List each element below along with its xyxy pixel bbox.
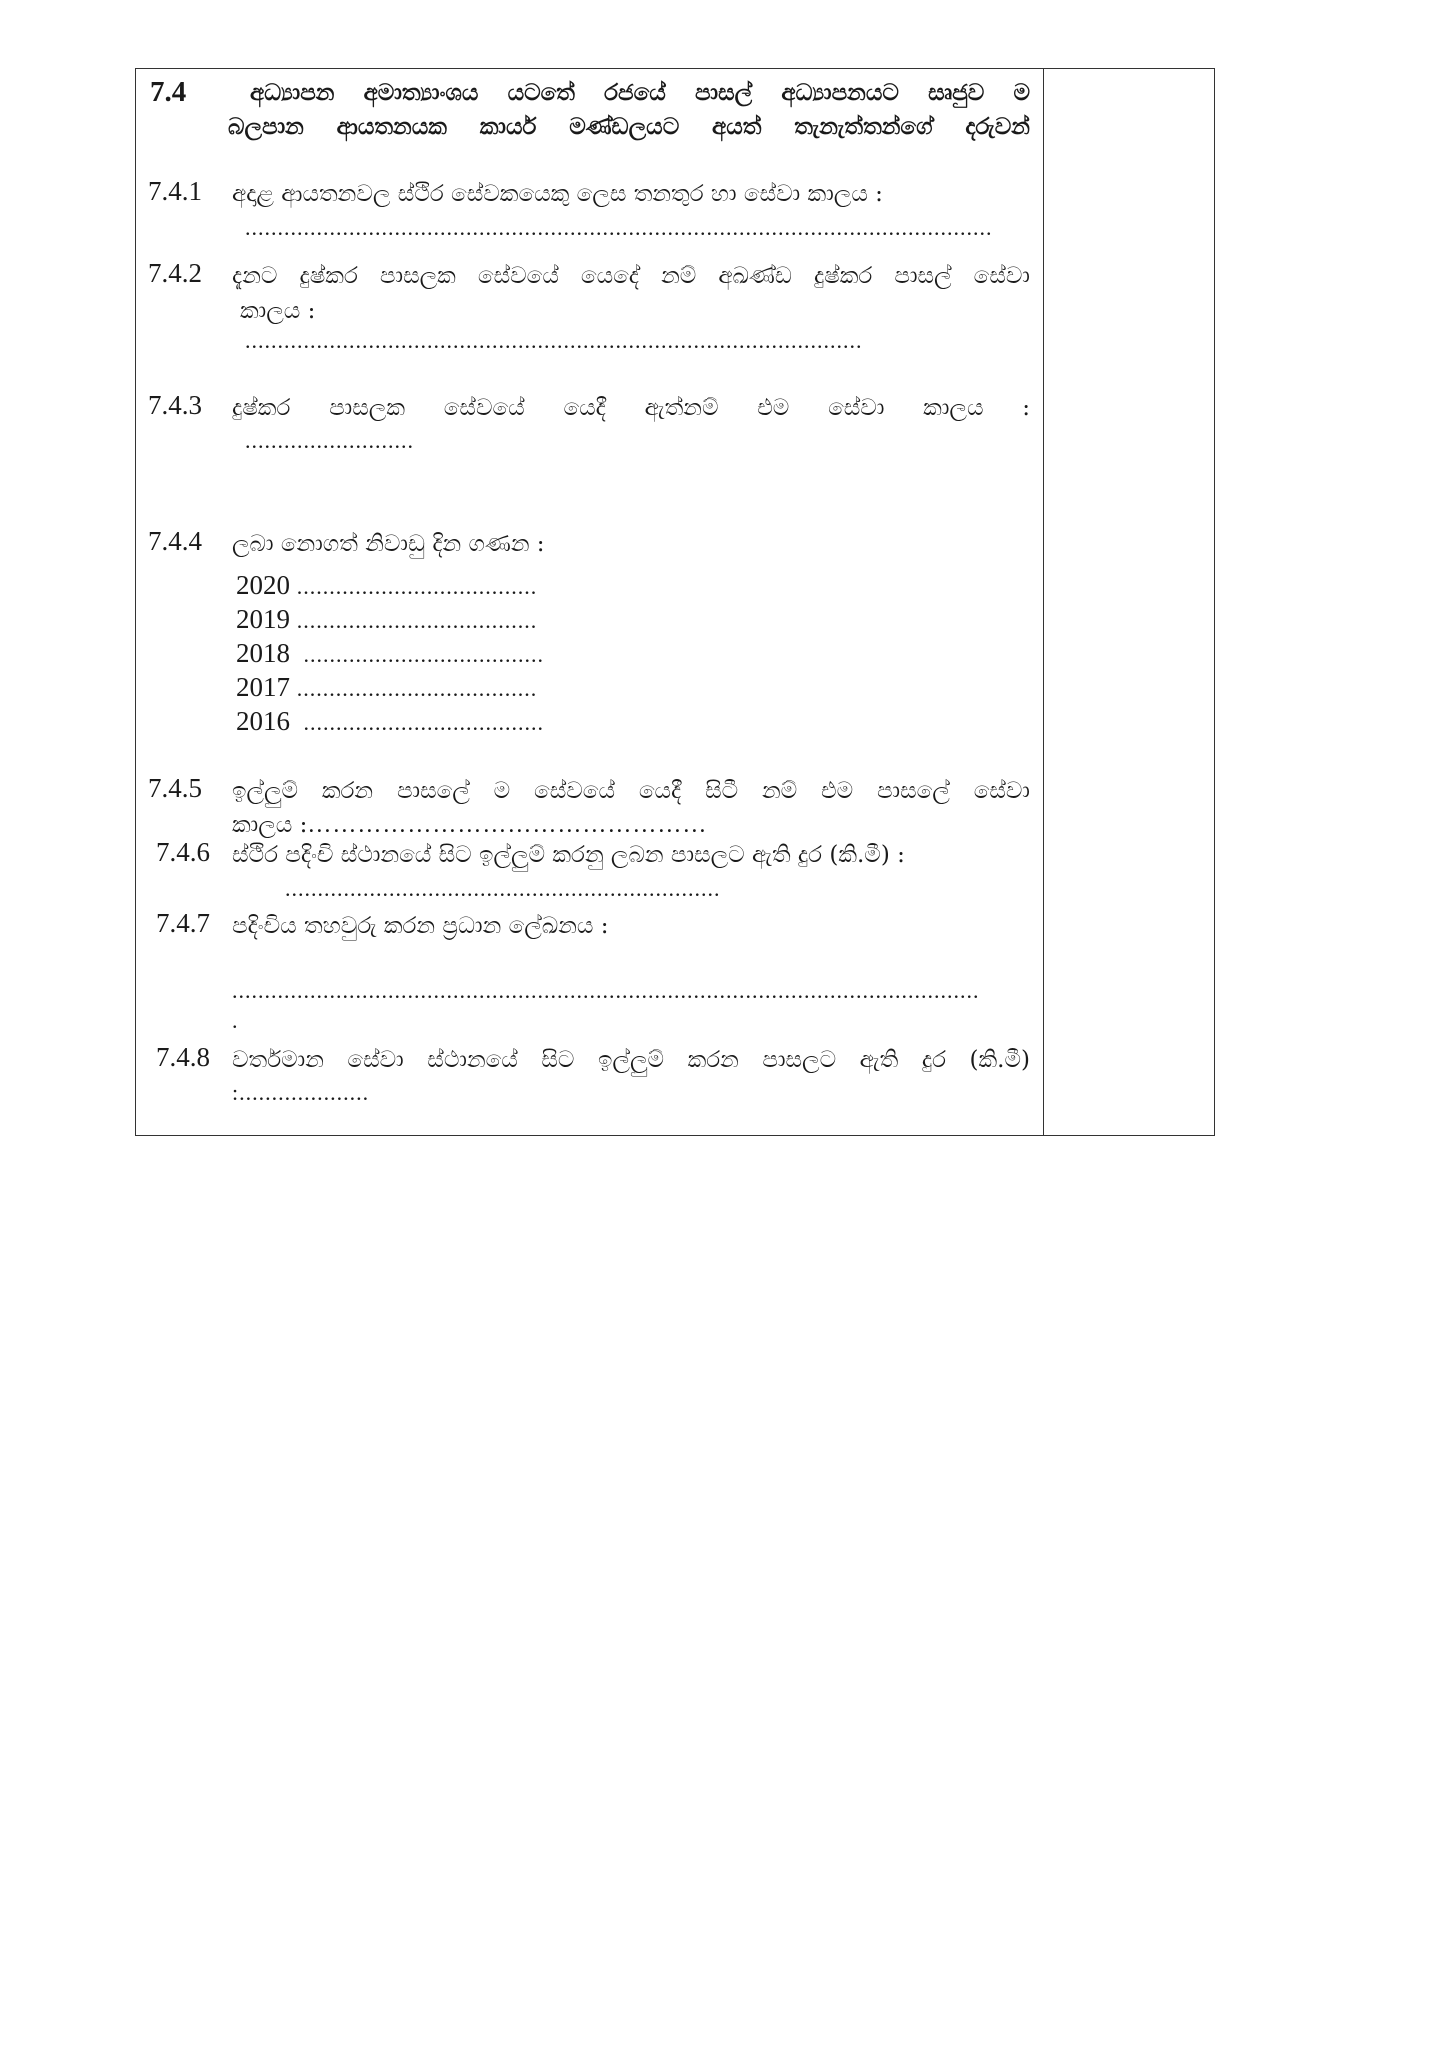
answer-line-7-4-7-end: . bbox=[232, 1008, 239, 1033]
leave-year-row[interactable] bbox=[236, 604, 544, 638]
item-text-7-4-3: දුෂ්කර පාසලක සේවයේ යෙදී ඇත්නම් එම සේවා කාලය : bbox=[232, 395, 1030, 421]
item-text-7-4-8: වර්තමාන සේවා ස්ථානයේ සිට ඉල්ලුම් කරන පාසලට ඇති දුර (කි.මී) bbox=[232, 1047, 1030, 1073]
item-number-7-4-7: 7.4.7 bbox=[156, 908, 210, 938]
item-text-7-4-7: පදිංචිය තහවුරු කරන ප්‍රධාන ලේඛනය : bbox=[232, 913, 609, 939]
answer-line-7-4-6[interactable]: ................................................................... bbox=[285, 876, 721, 901]
answer-line-7-4-1[interactable]: ................................................................................................................... bbox=[245, 215, 993, 240]
answer-line-7-4-3[interactable]: .......................... bbox=[245, 428, 414, 453]
item-number-7-4-1: 7.4.1 bbox=[148, 176, 202, 206]
section-title-line2: බලපාන ආයතනයක කාර්ය මණ්ඩලයට අයත් තැනැත්තන්ගේ දරුවන් bbox=[228, 113, 1030, 140]
year-answer-line[interactable]: ..................................... bbox=[296, 608, 538, 633]
section-title-line1: අධ්‍යාපන අමාත්‍යාංශය යටතේ රජයේ පාසල් අධ්‍යාපනයට සෘජුව ම bbox=[250, 79, 1030, 106]
year-label: 2018 bbox=[236, 638, 290, 668]
leave-year-row[interactable] bbox=[236, 672, 544, 706]
item-number-7-4-6: 7.4.6 bbox=[156, 837, 210, 867]
item-number-7-4-3: 7.4.3 bbox=[148, 390, 202, 420]
year-label: 2016 bbox=[236, 706, 290, 736]
year-answer-line[interactable]: ..................................... bbox=[303, 710, 544, 735]
answer-line-7-4-7[interactable]: ................................................................................................................... bbox=[232, 978, 980, 1003]
item-number-7-4-8: 7.4.8 bbox=[156, 1042, 210, 1072]
year-answer-line[interactable]: ..................................... bbox=[296, 676, 538, 701]
item-text-7-4-5-line2: කාලය : bbox=[232, 812, 308, 838]
item-text-7-4-4: ලබා නොගත් නිවාඩු දින ගණන : bbox=[232, 531, 545, 557]
year-label: 2020 bbox=[236, 570, 290, 600]
item-number-7-4-4: 7.4.4 bbox=[148, 526, 202, 556]
year-label: 2019 bbox=[236, 604, 290, 634]
leave-years-list bbox=[236, 570, 544, 740]
year-label: 2017 bbox=[236, 672, 290, 702]
item-text-7-4-2-line2: කාලය : bbox=[240, 298, 316, 324]
answer-line-7-4-5[interactable]: ………………………………………… bbox=[307, 812, 708, 838]
year-answer-line[interactable]: ..................................... bbox=[296, 574, 538, 599]
column-divider bbox=[1043, 68, 1044, 1136]
item-text-7-4-6: ස්ථිර පදිංචි ස්ථානයේ සිට ඉල්ලුම් කරනු ලබන පාසලට ඇති දුර (කි.මී) : bbox=[232, 842, 905, 868]
item-text-7-4-2-line1: දැනට දුෂ්කර පාසලක සේවයේ යෙදේ නම් අඛණ්ඩ දුෂ්කර පාසල් සේවා bbox=[232, 263, 1030, 289]
section-number: 7.4 bbox=[150, 76, 187, 108]
item-text-7-4-1: අදාළ ආයතනවල ස්ථිර සේවකයෙකු ලෙස තනතුර හා සේවා කාලය : bbox=[232, 181, 883, 207]
item-number-7-4-5: 7.4.5 bbox=[148, 773, 202, 803]
leave-year-row[interactable] bbox=[236, 570, 544, 604]
leave-year-row[interactable] bbox=[236, 706, 544, 740]
answer-line-7-4-8[interactable]: :.................... bbox=[232, 1080, 370, 1105]
item-number-7-4-2: 7.4.2 bbox=[148, 258, 202, 288]
year-answer-line[interactable]: ..................................... bbox=[303, 642, 544, 667]
item-text-7-4-5-line1: ඉල්ලුම් කරන පාසලේ ම සේවයේ යෙදී සිටී නම් එම පාසලේ සේවා bbox=[232, 778, 1030, 804]
leave-year-row[interactable] bbox=[236, 638, 544, 672]
answer-line-7-4-2[interactable]: ............................................................................................... bbox=[245, 328, 863, 353]
